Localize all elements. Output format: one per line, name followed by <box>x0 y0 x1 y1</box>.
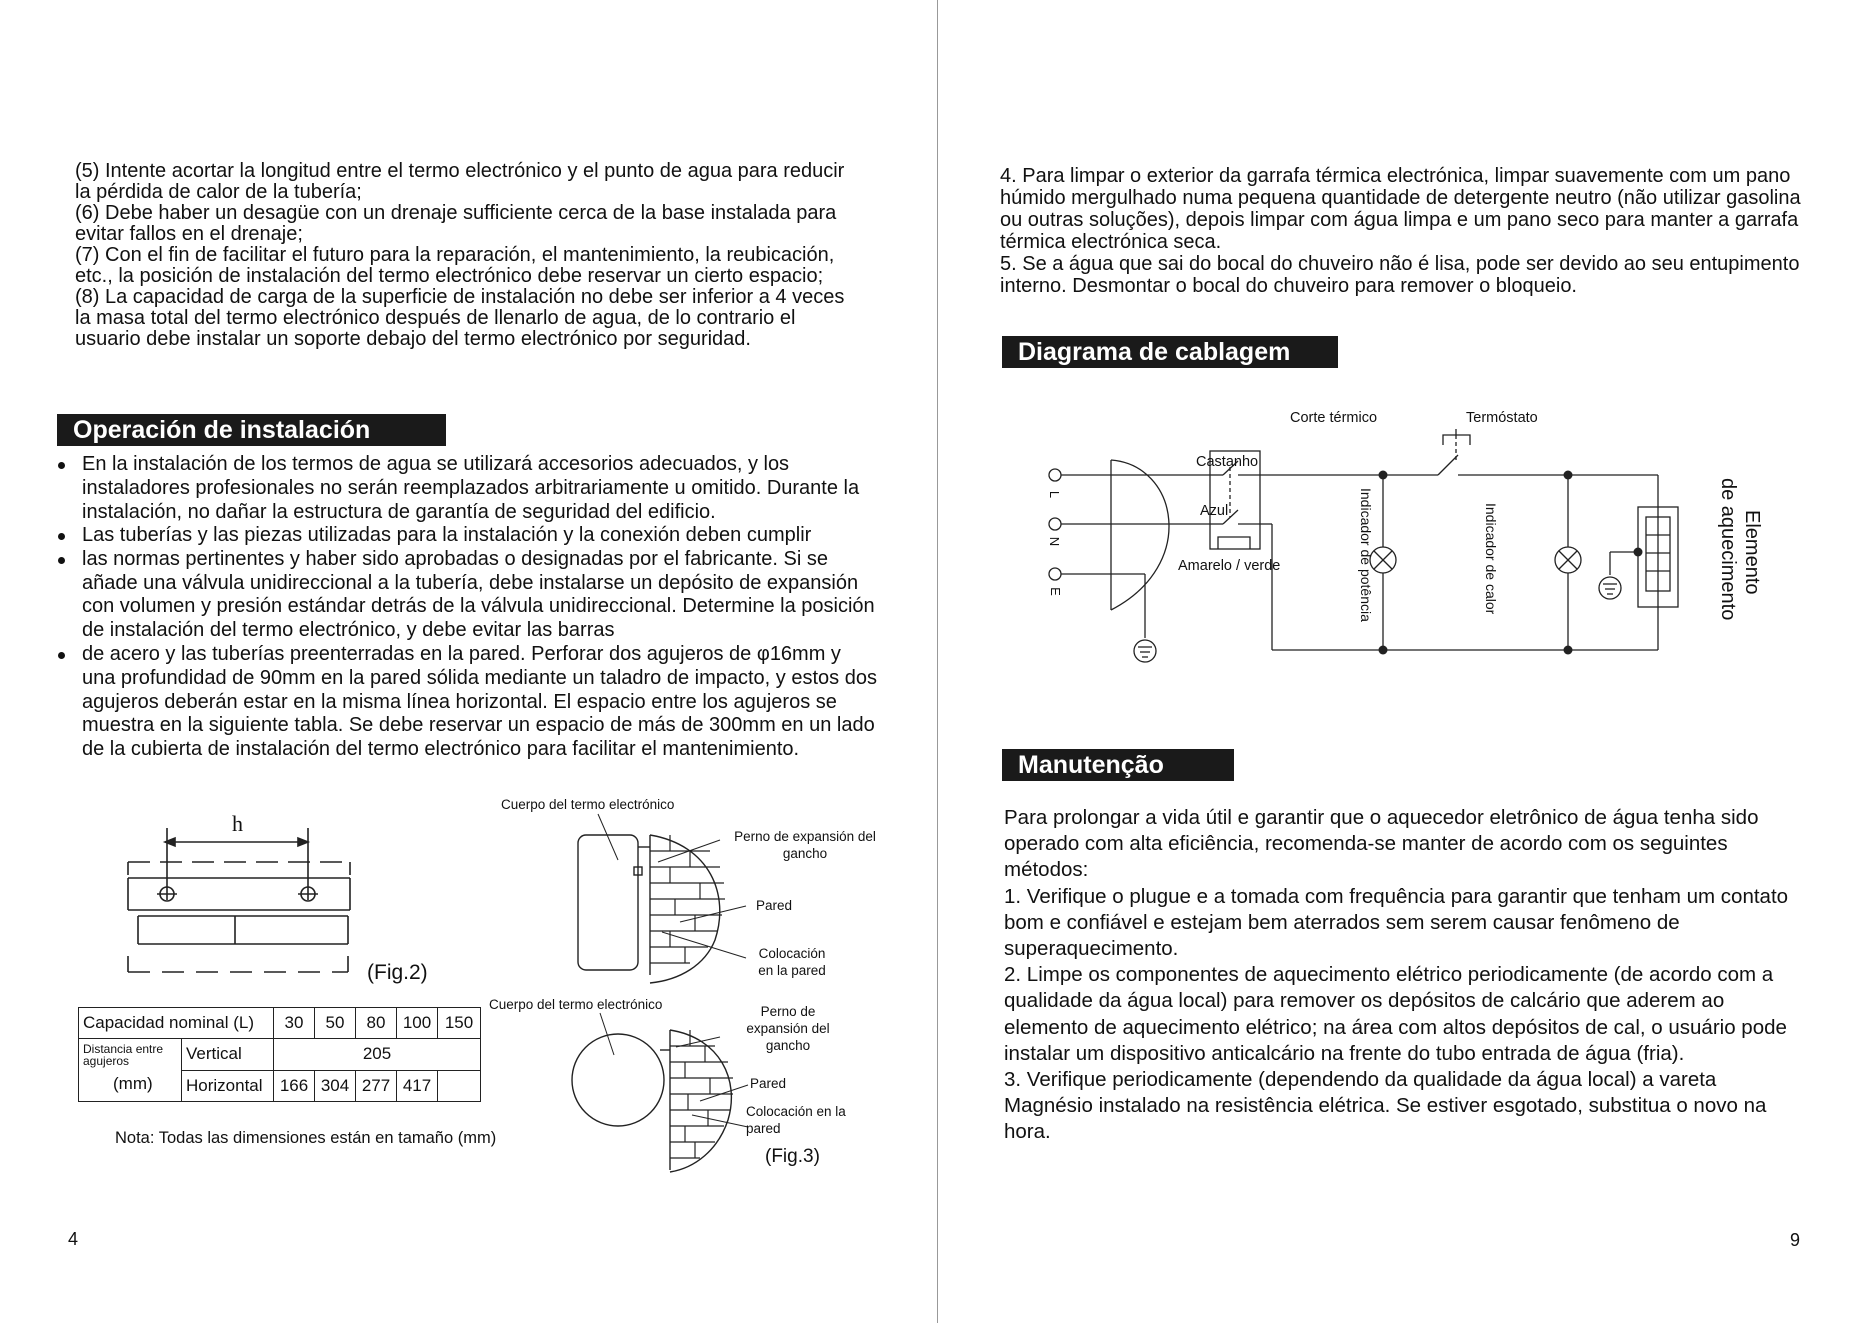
fig3-wall-label: Pared <box>750 1076 787 1091</box>
fig3-body-label: Cuerpo del termo electrónico <box>489 997 663 1012</box>
maintenance-section-title: Manutenção <box>1002 749 1234 781</box>
wiring-diagram <box>1038 425 1758 675</box>
heat-indicator-label: Indicador de calor <box>1483 503 1499 615</box>
intro-item-7: (7) Con el fin de facilitar el futuro para la reparación, el mantenimiento, la reubicación, etc., la posición de instalación del termo electrónico debe reservar un cierto espacio; <box>75 244 835 287</box>
vertical-placement-label: Colocación en la pared <box>758 946 826 978</box>
distance-label-cell <box>79 1039 182 1102</box>
bullet-text: las normas pertinentes y haber sido aprobadas o designadas por el fabricante. Si se añade una válvula unidireccional a la tubería, debe instalarse un depósito de expansión con volumen y presión estándar detrás de la válvula unidireccional. Determine la posición de instalación del termo electrónico, y debe evitar las barras <box>82 547 875 642</box>
list-item <box>58 548 878 643</box>
capacity-cell: 100 <box>397 1008 438 1039</box>
bullet-text: de acero y las tuberías preenterradas en la pared. Perforar dos agujeros de φ16mm y una profundidad de 90mm en la pared sólida mediante un taladro de impacto, y estos dos agujeros deberán estar en la misma línea horizontal. El espacio entre los agujeros se muestra en la siguiente tabla. Se debe reservar un espacio de más de 300mm en un lado de la cubierta de instalación del termo electrónico para facilitar el mantenimiento. <box>82 642 877 761</box>
maintenance-item-3: 3. Verifique periodicamente (dependendo da qualidade da água local) a vareta Magnésio instalado na resistência elétrica. Se estiver esgotado, substitua o novo na hora. <box>1004 1068 1767 1144</box>
maintenance-text <box>1004 805 1804 1146</box>
vertical-value: 205 <box>274 1039 481 1071</box>
maintenance-item-1: 1. Verifique o plugue e a tomada com frequência para garantir que tenham um contato bom e confiável e estejam bem aterrados sem serem causar fenômeno de superaquecimento. <box>1004 884 1789 961</box>
vertical-label: Vertical <box>182 1039 274 1071</box>
terminal-N-label: N <box>1047 536 1063 547</box>
wiring-section-title: Diagrama de cablagem <box>1002 336 1338 368</box>
vertical-wall-label: Pared <box>756 898 793 913</box>
bullet-dot <box>58 462 65 469</box>
horizontal-cell: 277 <box>356 1070 397 1102</box>
power-indicator-label: Indicador de potência <box>1358 488 1374 622</box>
list-item <box>58 453 878 524</box>
fig3-caption: (Fig.3) <box>765 1146 820 1167</box>
intro-item-4: 4. Para limpar o exterior da garrafa térmica electrónica, limpar suavemente com um pano húmido mergulhado numa pequena quantidade de detergente neutro (não utilizar gasolina ou outras soluções), depois limpar com água limpa e um pano seco para manter a garrafa térmica electrónica seca. <box>1000 165 1801 253</box>
horizontal-cell: 304 <box>315 1070 356 1102</box>
unit-label: (mm) <box>113 1074 153 1093</box>
terminal-L-label: L <box>1047 490 1063 499</box>
bullet-dot <box>58 652 65 659</box>
distance-label: Distancia entre agujeros <box>83 1042 164 1068</box>
right-intro <box>1000 165 1820 297</box>
fig2-h-label: h <box>232 811 243 836</box>
horizontal-cell: 417 <box>397 1070 438 1102</box>
capacity-header: Capacidad nominal (L) <box>79 1008 274 1039</box>
blue-wire-label: Azul <box>1200 503 1229 519</box>
list-item <box>58 524 878 548</box>
heating-element-line2: de aquecimento <box>1717 478 1739 621</box>
thermal-cutoff-label: Corte térmico <box>1290 410 1378 426</box>
terminal-E-label: E <box>1047 587 1063 596</box>
hole-distance-table <box>78 1007 481 1102</box>
bullet-text: Las tuberías y las piezas utilizadas para la instalación y la conexión deben cumplir <box>82 524 812 546</box>
right-page <box>938 0 1870 1323</box>
installation-bullets <box>58 453 878 762</box>
installation-section-title: Operación de instalación <box>57 414 446 446</box>
heating-element-line1: Elemento <box>1741 510 1763 595</box>
table-row <box>79 1008 481 1039</box>
thermostat-label: Termóstato <box>1466 410 1538 426</box>
intro-item-8: (8) La capacidad de carga de la superficie de instalación no debe ser inferior a 4 veces la masa total del termo electrónico después de llenarlo de agua, de lo contrario el usuario debe instalar un soporte debajo del termo electrónico por seguridad. <box>75 286 845 350</box>
fig3-placement-label: Colocación en la pared <box>746 1104 846 1136</box>
capacity-cell: 50 <box>315 1008 356 1039</box>
list-item <box>58 643 878 762</box>
fig2-caption: (Fig.2) <box>367 961 428 984</box>
page-number-right: 9 <box>1790 1230 1801 1250</box>
intro-item-6: (6) Debe haber un desagüe con un drenaje sufficiente cerca de la base instalada para evitar fallos en el drenaje; <box>75 202 837 245</box>
left-intro <box>75 161 865 350</box>
bullet-text: En la instalación de los termos de agua se utilizará accesorios adecuados, y los instaladores profesionales no serán reemplazados arbitrariamente u omitido. Durante la instalación, no dañar la estructura de garantía de seguridad del edificio. <box>82 453 860 523</box>
vertical-body-label: Cuerpo del termo electrónico <box>501 797 675 812</box>
horizontal-cell: 166 <box>274 1070 315 1102</box>
capacity-cell: 150 <box>438 1008 481 1039</box>
table-row <box>79 1039 481 1071</box>
intro-item-5: 5. Se a água que sai do bocal do chuveiro não é lisa, pode ser devido ao seu entupimento interno. Desmontar o bocal do chuveiro para remover o bloqueio. <box>1000 253 1800 297</box>
capacity-cell: 80 <box>356 1008 397 1039</box>
yellow-green-wire-label: Amarelo / verde <box>1178 558 1281 574</box>
bullet-dot <box>58 557 65 564</box>
page-number-left: 4 <box>68 1229 79 1249</box>
bullet-dot <box>58 533 65 540</box>
horizontal-label: Horizontal <box>182 1070 274 1102</box>
maintenance-item-2: 2. Limpe os componentes de aquecimento elétrico periodicamente (de acordo com a qualidade da água local) para remover os depósitos de calcário que aderem ao elemento de aquecimento elétrico; na área com altos depósitos de cal, o usuário pode instalar um dispositivo anticalcário na frente do tubo entrada de água (fria). <box>1004 963 1787 1065</box>
vertical-bolt-label: Perno de expansión del gancho <box>734 829 876 861</box>
intro-item-5: (5) Intente acortar la longitud entre el termo electrónico y el punto de agua para reducir la pérdida de calor de la tubería; <box>75 160 845 203</box>
horizontal-cell-empty <box>438 1070 481 1102</box>
heating-element-label <box>1716 478 1764 648</box>
capacity-cell: 30 <box>274 1008 315 1039</box>
dimension-note: Nota: Todas las dimensiones están en tamaño (mm) <box>115 1129 497 1147</box>
brown-wire-label: Castanho <box>1196 454 1259 470</box>
fig3-bolt-label: Perno de expansión del gancho <box>746 1004 830 1053</box>
maintenance-intro: Para prolongar a vida útil e garantir que o aquecedor eletrônico de água tenha sido operado com alta eficiência, recomenda-se manter de acordo com os seguintes métodos: <box>1004 806 1759 882</box>
